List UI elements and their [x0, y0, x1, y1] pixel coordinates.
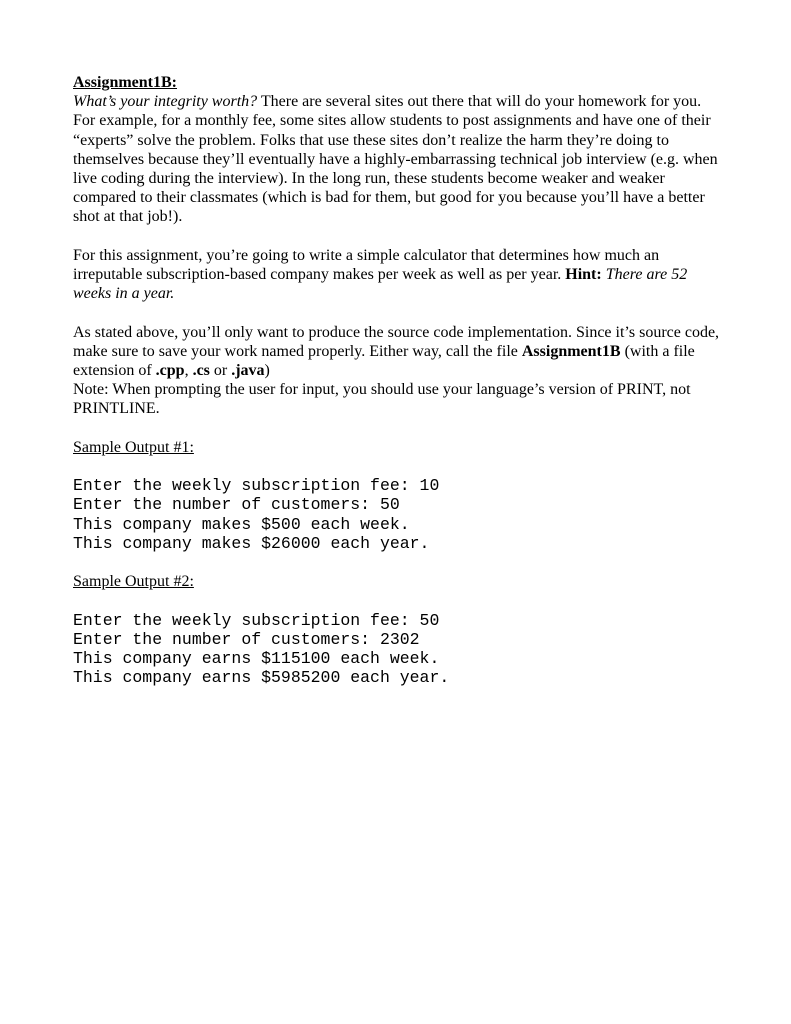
- spacer: [73, 419, 723, 438]
- intro-paragraph: [73, 92, 723, 226]
- filename: Assignment1B: [521, 342, 621, 360]
- instructions-close: ): [264, 362, 270, 380]
- instructions-paragraph: [73, 323, 723, 381]
- code-line: Enter the number of customers: 2302: [73, 629, 420, 649]
- extension-cpp: .cpp: [155, 362, 185, 380]
- separator-comma: ,: [184, 362, 193, 380]
- code-line: Enter the number of customers: 50: [73, 495, 400, 515]
- extension-cs: .cs: [192, 362, 210, 380]
- spacer: [73, 457, 723, 476]
- code-line: This company earns $115100 each week.: [73, 649, 440, 668]
- extension-java: .java: [231, 362, 265, 380]
- sample-output-1-title: Sample Output #1:: [73, 438, 194, 456]
- spacer: [73, 591, 723, 610]
- code-line: Enter the weekly subscription fee: 50: [73, 610, 440, 630]
- spacer: [73, 303, 723, 322]
- document-page: [73, 73, 723, 687]
- code-line: Enter the weekly subscription fee: 10: [73, 476, 440, 496]
- spacer: [73, 227, 723, 246]
- task-paragraph: [73, 246, 723, 304]
- sample-output-2-title: Sample Output #2:: [73, 573, 194, 591]
- code-line: This company earns $5985200 each year.: [73, 668, 450, 688]
- intro-body: There are several sites out there that will do your homework for you. For example, for a monthly fee, some sites allow students to post assignments and have one of their “experts” solve the problem. Folks that use these sites don’t realize the harm they’re doing to themselves because they’ll eventually have a highly-embarrassing technical job interview (e.g. when live coding during the interview). In the long run, these students become weaker and weaker compared to their classmates (which is bad for them, but good for you because you’ll have a better shot at that job!).: [73, 93, 718, 226]
- separator-or: or: [209, 362, 232, 380]
- hint-text: There are 52 weeks in a year.: [73, 266, 688, 303]
- assignment-heading: Assignment1B:: [73, 74, 178, 91]
- instructions-part1: As stated above, you’ll only want to produce the source code implementation. Since it’s source code, make sure to save your work named properly. Either way, call the file: [73, 323, 720, 360]
- intro-lead: What’s your integrity worth?: [73, 93, 258, 111]
- instructions-part2: (with a file extension of: [73, 342, 695, 380]
- code-line: This company makes $26000 each year.: [73, 533, 430, 553]
- spacer: [73, 553, 723, 572]
- hint-label: Hint:: [565, 266, 602, 284]
- note-paragraph: Note: When prompting the user for input, you should use your language’s version of PRINT, not PRINTLINE.: [73, 381, 691, 418]
- sample-output-2-code: [73, 611, 723, 688]
- task-body: For this assignment, you’re going to write a simple calculator that determines how much an irreputable subscription-based company makes per week as well as per year.: [73, 246, 660, 284]
- code-line: This company makes $500 each week.: [73, 514, 410, 534]
- sample-output-1-code: [73, 476, 723, 553]
